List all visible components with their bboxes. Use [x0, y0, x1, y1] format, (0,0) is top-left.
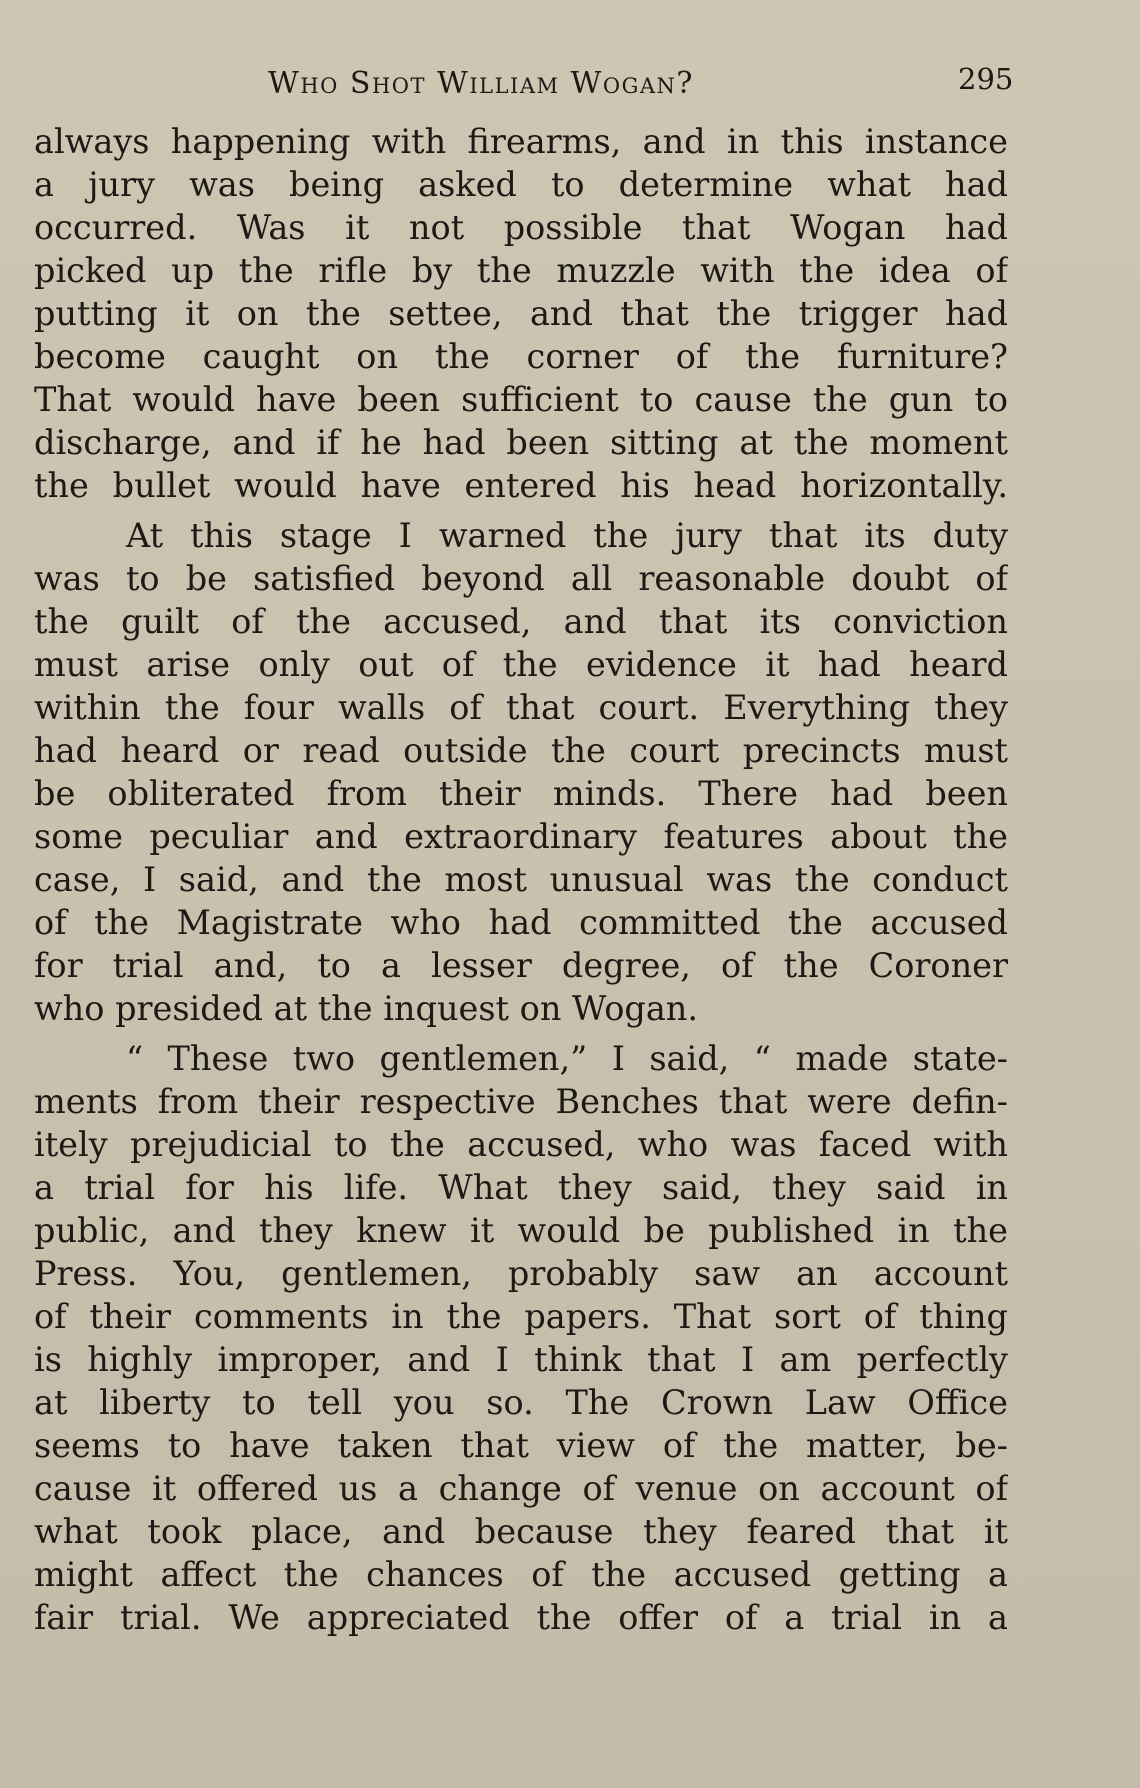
text-line: who presided at the inquest on Wogan. — [34, 989, 699, 1028]
text-line: had heard or read outside the court precincts must — [34, 731, 1008, 770]
text-line: always happening with firearms, and in this instance — [34, 122, 1008, 161]
text-line: become caught on the corner of the furniture? — [34, 337, 1008, 376]
text-line: of the Magistrate who had committed the accused — [34, 903, 1008, 942]
text-line: for trial and, to a lesser degree, of the Coroner — [34, 946, 1008, 985]
text-line: public, and they knew it would be published in the — [34, 1211, 1008, 1250]
body-text — [34, 120, 1008, 1639]
text-line: was to be satisfied beyond all reasonable doubt of — [34, 559, 1008, 598]
paragraph-2 — [34, 514, 1008, 1030]
paragraph-3 — [34, 1037, 1008, 1639]
text-line: the guilt of the accused, and that its conviction — [34, 602, 1008, 641]
text-line: itely prejudicial to the accused, who was faced with — [34, 1125, 1008, 1164]
text-line: Press. You, gentlemen, probably saw an account — [34, 1254, 1008, 1293]
page-number: 295 — [958, 62, 1014, 96]
text-line: putting it on the settee, and that the trigger had — [34, 294, 1008, 333]
text-line: That would have been sufficient to cause the gun to — [34, 380, 1008, 419]
running-head — [0, 62, 1140, 112]
text-line: a trial for his life. What they said, they said in — [34, 1168, 1008, 1207]
text-line: occurred. Was it not possible that Wogan had — [34, 208, 1008, 247]
text-line: case, I said, and the most unusual was the conduct — [34, 860, 1008, 899]
text-line: a jury was being asked to determine what had — [34, 165, 1008, 204]
text-line: the bullet would have entered his head horizontally. — [34, 466, 1008, 505]
text-line: some peculiar and extraordinary features about the — [34, 817, 1008, 856]
text-line: ments from their respective Benches that were defin- — [34, 1082, 1008, 1121]
text-line: “ These two gentlemen,” I said, “ made state- — [126, 1039, 1008, 1078]
text-line: what took place, and because they feared that it — [34, 1512, 1008, 1551]
text-line: fair trial. We appreciated the offer of a trial in a — [34, 1598, 1008, 1637]
text-line: discharge, and if he had been sitting at the moment — [34, 423, 1008, 462]
running-title: Who Shot William Wogan? — [268, 66, 694, 101]
text-line: picked up the rifle by the muzzle with the idea of — [34, 251, 1008, 290]
text-line: must arise only out of the evidence it had heard — [34, 645, 1008, 684]
text-line: of their comments in the papers. That sort of thing — [34, 1297, 1008, 1336]
text-line: at liberty to tell you so. The Crown Law Office — [34, 1383, 1008, 1422]
text-line: At this stage I warned the jury that its duty — [126, 516, 1008, 555]
text-line: within the four walls of that court. Everything they — [34, 688, 1008, 727]
text-line: might affect the chances of the accused getting a — [34, 1555, 1008, 1594]
text-line: seems to have taken that view of the matter, be- — [34, 1426, 1008, 1465]
text-line: be obliterated from their minds. There had been — [34, 774, 1008, 813]
paragraph-1 — [34, 120, 1008, 507]
text-line: is highly improper, and I think that I am perfectly — [34, 1340, 1008, 1379]
text-line: cause it offered us a change of venue on account of — [34, 1469, 1008, 1508]
